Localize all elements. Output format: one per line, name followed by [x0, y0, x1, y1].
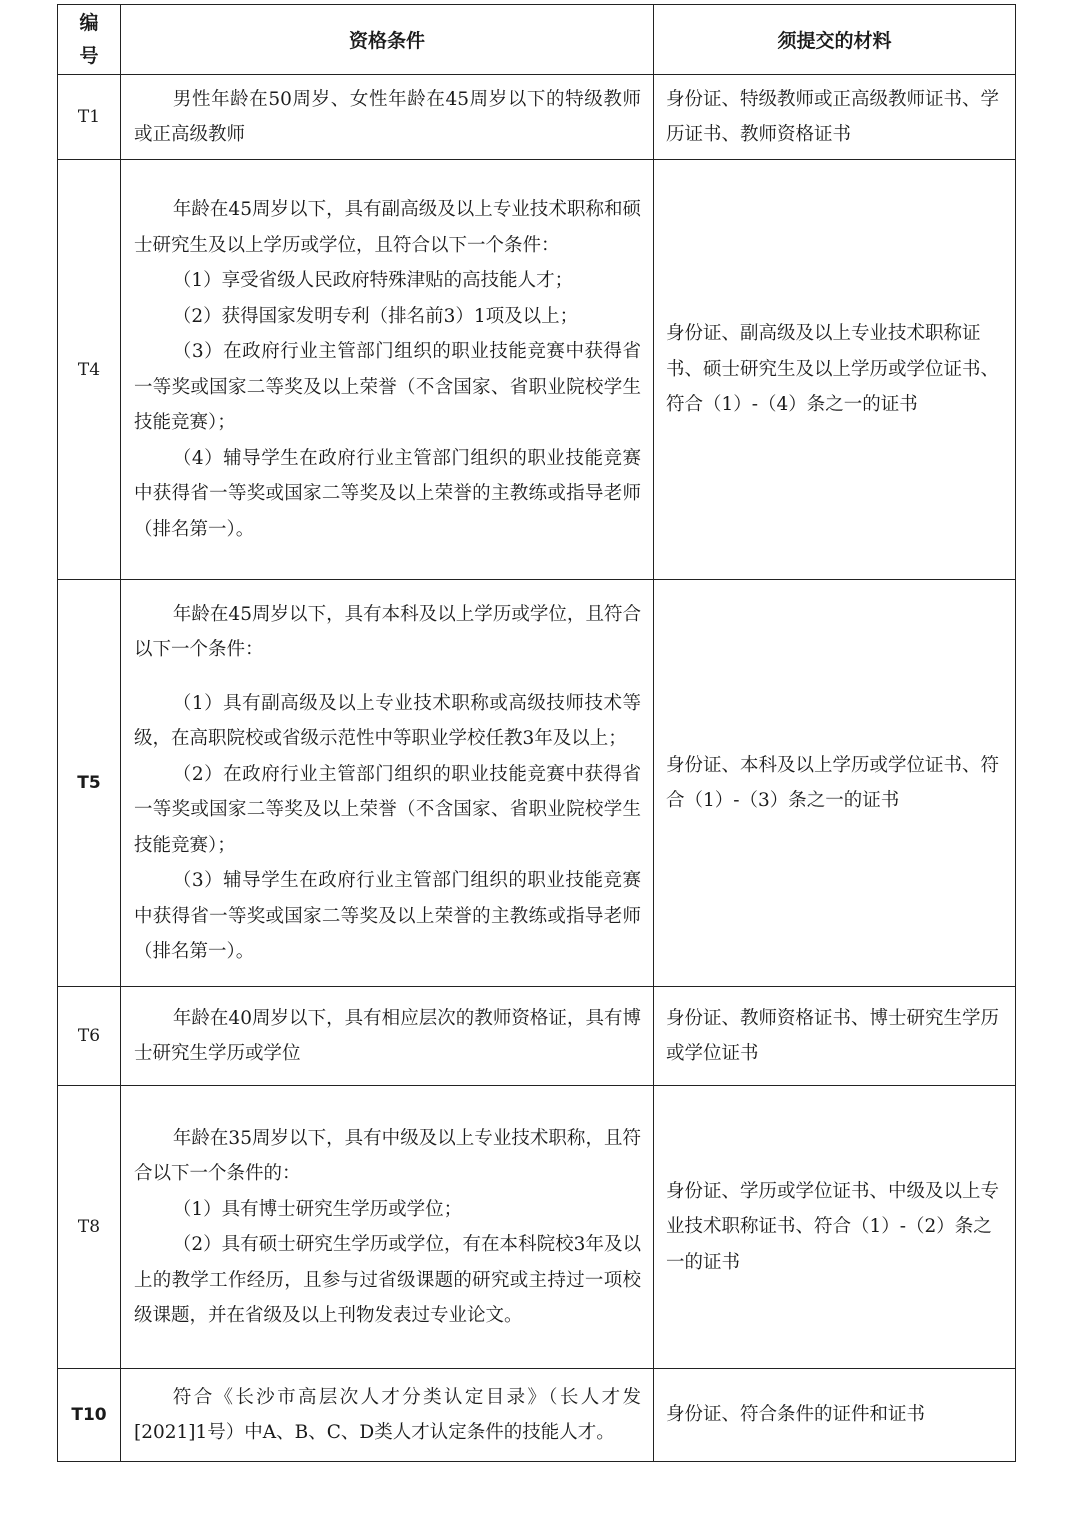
row-conditions [121, 160, 654, 580]
row-materials [654, 580, 1016, 987]
materials-text: 身份证、符合条件的证件和证书 [666, 1404, 926, 1426]
condition-item: （2）获得国家发明专利（排名前3）1项及以上； [172, 305, 579, 327]
row-materials [654, 75, 1016, 160]
condition-item: （1）具有副高级及以上专业技术职称或高级技师技术等级，在高职院校或省级示范性中等职业学校任教3年及以上； [134, 692, 641, 749]
condition-item: （4）辅导学生在政府行业主管部门组织的职业技能竞赛中获得省一等奖或国家二等奖及以上荣誉的主教练或指导老师（排名第一）。 [134, 447, 641, 540]
condition-text: 年龄在45周岁以下，具有本科及以上学历或学位，且符合以下一个条件： [134, 603, 641, 660]
condition-item: （1）具有博士研究生学历或学位； [172, 1198, 463, 1220]
row-materials [654, 987, 1016, 1086]
materials-text: 身份证、学历或学位证书、中级及以上专业技术职称证书、符合（1）-（2）条之一的证书 [666, 1180, 1000, 1273]
condition-text: 年龄在40周岁以下，具有相应层次的教师资格证，具有博士研究生学历或学位 [134, 1007, 641, 1064]
materials-text: 身份证、特级教师或正高级教师证书、学历证书、教师资格证书 [666, 88, 1000, 145]
row-materials [654, 160, 1016, 580]
qualification-table [57, 4, 1016, 1462]
row-id: T4 [58, 160, 121, 580]
table-header-row [58, 5, 1016, 75]
row-materials [654, 1369, 1016, 1462]
row-materials [654, 1086, 1016, 1369]
table-row [58, 75, 1016, 160]
header-id [58, 5, 121, 75]
row-conditions [121, 580, 654, 987]
condition-item: （3）在政府行业主管部门组织的职业技能竞赛中获得省一等奖或国家二等奖及以上荣誉（不含国家、省职业院校学生技能竞赛）； [134, 341, 641, 433]
table-row [58, 987, 1016, 1086]
materials-text: 身份证、教师资格证书、博士研究生学历或学位证书 [666, 1007, 1000, 1064]
table-row [58, 160, 1016, 580]
materials-text: 身份证、副高级及以上专业技术职称证书、硕士研究生及以上学历或学位证书、符合（1）-（4）条之一的证书 [666, 323, 1000, 416]
condition-text: 符合《长沙市高层次人才分类认定目录》（长人才发[2021]1号）中A、B、C、D类人才认定条件的技能人才。 [134, 1386, 641, 1443]
row-id: T8 [58, 1086, 121, 1369]
header-conditions: 资格条件 [121, 5, 654, 75]
header-id-line2: 号 [79, 44, 99, 67]
condition-text: 男性年龄在50周岁、女性年龄在45周岁以下的特级教师或正高级教师 [134, 88, 641, 145]
condition-item: （3）辅导学生在政府行业主管部门组织的职业技能竞赛中获得省一等奖或国家二等奖及以上荣誉的主教练或指导老师（排名第一）。 [134, 870, 641, 962]
row-conditions [121, 1369, 654, 1462]
table-row [58, 1369, 1016, 1462]
row-id: T1 [58, 75, 121, 160]
table-row [58, 580, 1016, 987]
materials-text: 身份证、本科及以上学历或学位证书、符合（1）-（3）条之一的证书 [666, 754, 1000, 811]
condition-item: （2）具有硕士研究生学历或学位，有在本科院校3年及以上的教学工作经历，且参与过省级课题的研究或主持过一项校级课题，并在省级及以上刊物发表过专业论文。 [134, 1234, 641, 1326]
row-id: T6 [58, 987, 121, 1086]
row-id: T10 [58, 1369, 121, 1462]
header-materials: 须提交的材料 [654, 5, 1016, 75]
row-conditions [121, 987, 654, 1086]
condition-text: 年龄在35周岁以下，具有中级及以上专业技术职称，且符合以下一个条件的： [134, 1127, 641, 1184]
header-id-line1: 编 [79, 11, 99, 34]
condition-item: （1）享受省级人民政府特殊津贴的高技能人才； [172, 270, 574, 291]
row-conditions [121, 1086, 654, 1369]
row-conditions [121, 75, 654, 160]
row-id: T5 [58, 580, 121, 987]
table-row [58, 1086, 1016, 1369]
condition-text: 年龄在45周岁以下，具有副高级及以上专业技术职称和硕士研究生及以上学历或学位，且符合以下一个条件： [134, 199, 641, 256]
condition-item: （2）在政府行业主管部门组织的职业技能竞赛中获得省一等奖或国家二等奖及以上荣誉（不含国家、省职业院校学生技能竞赛）； [134, 763, 641, 856]
